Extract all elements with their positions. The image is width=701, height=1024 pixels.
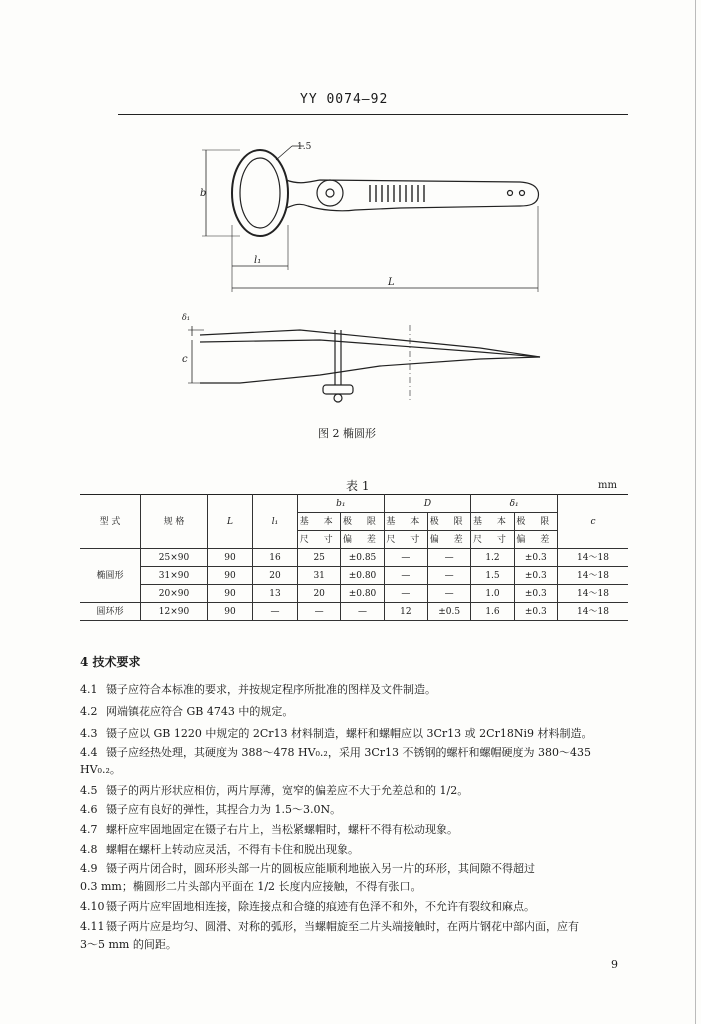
requirement-item bbox=[80, 803, 628, 817]
cell: 25 bbox=[298, 549, 341, 567]
cell: 1.5 bbox=[471, 567, 514, 585]
row-type-ellipse: 椭圆形 bbox=[80, 549, 141, 603]
label-c: c bbox=[182, 354, 188, 365]
cell: 31 bbox=[298, 567, 341, 585]
req-number: 4.4 bbox=[80, 746, 98, 759]
cell: 31×90 bbox=[141, 567, 208, 585]
cell: — bbox=[341, 603, 384, 621]
requirement-item bbox=[80, 784, 628, 798]
req-text-cont: 0.3 mm；椭圆形二片头部内平面在 1/2 长度内应接触，不得有张口。 bbox=[80, 880, 422, 893]
req-text: 镊子应以 GB 1220 中规定的 2Cr13 材料制造，螺杆和螺帽应以 3Cr13 或 2Cr18Ni9 材料制造。 bbox=[106, 727, 593, 740]
table-header-row bbox=[80, 495, 628, 513]
header-spec: 规 格 bbox=[141, 495, 208, 549]
requirement-cont bbox=[80, 763, 628, 777]
req-text: 螺杆应牢固地固定在镊子右片上，当松紧螺帽时，螺杆不得有松动现象。 bbox=[106, 823, 458, 836]
header-l1: l₁ bbox=[253, 495, 298, 549]
cell: 14～18 bbox=[558, 603, 629, 621]
b1-limit-b: 偏 差 bbox=[341, 531, 384, 549]
requirement-item bbox=[80, 843, 628, 857]
header-delta1: δ₁ bbox=[471, 495, 558, 513]
header-D: D bbox=[384, 495, 471, 513]
table-row bbox=[80, 585, 628, 603]
req-text: 镊子应符合本标准的要求，并按规定程序所批准的图样及文件制造。 bbox=[106, 683, 436, 696]
cell: ±0.80 bbox=[341, 585, 384, 603]
delta1-basic-b: 尺 寸 bbox=[471, 531, 514, 549]
spec-table bbox=[80, 494, 628, 621]
cell: — bbox=[384, 567, 427, 585]
cell: 20 bbox=[253, 567, 298, 585]
cell: 20×90 bbox=[141, 585, 208, 603]
requirement-item bbox=[80, 683, 628, 697]
cell: 90 bbox=[208, 585, 253, 603]
label-delta1: δ₁ bbox=[182, 313, 191, 322]
requirement-item bbox=[80, 746, 628, 760]
cell: — bbox=[427, 549, 470, 567]
D-basic-b: 尺 寸 bbox=[384, 531, 427, 549]
knurled-grip bbox=[370, 185, 424, 202]
req-text-cont: HV₀.₂。 bbox=[80, 763, 121, 776]
table-caption: 表 1 bbox=[346, 479, 370, 493]
cell: 13 bbox=[253, 585, 298, 603]
cell: 14～18 bbox=[558, 549, 629, 567]
table-row bbox=[80, 603, 628, 621]
cell: 12×90 bbox=[141, 603, 208, 621]
delta1-basic-a: 基 本 bbox=[471, 513, 514, 531]
delta1-limit-b: 偏 差 bbox=[514, 531, 557, 549]
requirement-item bbox=[80, 920, 628, 934]
cell: — bbox=[427, 585, 470, 603]
cell: ±0.3 bbox=[514, 603, 557, 621]
cell: ±0.3 bbox=[514, 567, 557, 585]
cell: 1.2 bbox=[471, 549, 514, 567]
cell: — bbox=[384, 585, 427, 603]
req-number: 4.11 bbox=[80, 920, 105, 933]
req-number: 4.6 bbox=[80, 803, 98, 816]
requirement-item bbox=[80, 823, 628, 837]
b1-limit-a: 极 限 bbox=[341, 513, 384, 531]
cell: 14～18 bbox=[558, 585, 629, 603]
cell: — bbox=[253, 603, 298, 621]
header-L: L bbox=[208, 495, 253, 549]
req-text: 螺帽在螺杆上转动应灵活，不得有卡住和脱出现象。 bbox=[106, 843, 359, 856]
b1-basic-b: 尺 寸 bbox=[298, 531, 341, 549]
cell: ±0.85 bbox=[341, 549, 384, 567]
label-thickness: 1.5 bbox=[297, 142, 312, 152]
requirement-item bbox=[80, 727, 628, 741]
cell: ±0.5 bbox=[427, 603, 470, 621]
cell: ±0.3 bbox=[514, 549, 557, 567]
cell: ±0.3 bbox=[514, 585, 557, 603]
req-text: 镊子两片闭合时，圆环形头部一片的圆板应能顺利地嵌入另一片的环形，其间隙不得超过 bbox=[106, 862, 535, 875]
req-text: 镊子应有良好的弹性，其捏合力为 1.5～3.0N。 bbox=[106, 803, 342, 816]
header-b1: b₁ bbox=[298, 495, 385, 513]
cell: — bbox=[427, 567, 470, 585]
label-L: L bbox=[388, 277, 395, 288]
cell: 1.6 bbox=[471, 603, 514, 621]
cell: — bbox=[384, 549, 427, 567]
req-text: 镊子应经热处理，其硬度为 388～478 HV₀.₂，采用 3Cr13 不锈钢的螺杆和螺帽硬度为 380～435 bbox=[106, 746, 591, 759]
cell: 14～18 bbox=[558, 567, 629, 585]
delta1-limit-a: 极 限 bbox=[514, 513, 557, 531]
req-number: 4.3 bbox=[80, 727, 98, 740]
table-row bbox=[80, 567, 628, 585]
tweezers-drawing bbox=[180, 130, 560, 410]
cell: 90 bbox=[208, 549, 253, 567]
side-view bbox=[188, 325, 540, 402]
header-type: 型 式 bbox=[80, 495, 141, 549]
req-number: 4.2 bbox=[80, 705, 98, 718]
D-limit-a: 极 限 bbox=[427, 513, 470, 531]
table-unit: mm bbox=[598, 480, 617, 491]
top-view bbox=[202, 146, 538, 292]
req-text: 镊子的两片形状应相仿，两片厚薄，宽窄的偏差应不大于允差总和的 1/2。 bbox=[106, 784, 469, 797]
cell: 25×90 bbox=[141, 549, 208, 567]
req-number: 4.8 bbox=[80, 843, 98, 856]
header-rule bbox=[118, 114, 628, 115]
cell: ±0.80 bbox=[341, 567, 384, 585]
req-text: 网端镇花应符合 GB 4743 中的规定。 bbox=[106, 705, 294, 718]
req-text: 镊子两片应是均匀、圆滑、对称的弧形，当螺帽旋至二片头端接触时，在两片钢花中部内面，应有 bbox=[106, 920, 579, 933]
req-number: 4.10 bbox=[80, 900, 105, 913]
requirement-item bbox=[80, 705, 628, 719]
req-text-cont: 3～5 mm 的间距。 bbox=[80, 938, 177, 951]
header-c: c bbox=[558, 495, 629, 549]
section-title: 4 技术要求 bbox=[80, 655, 141, 669]
requirement-cont bbox=[80, 880, 628, 894]
cell: 90 bbox=[208, 603, 253, 621]
cell: 1.0 bbox=[471, 585, 514, 603]
req-number: 4.1 bbox=[80, 683, 98, 696]
table-row bbox=[80, 549, 628, 567]
label-l1: l₁ bbox=[254, 255, 262, 266]
page-number: 9 bbox=[611, 958, 618, 971]
requirement-item bbox=[80, 862, 628, 876]
label-b: b bbox=[200, 188, 207, 199]
b1-basic-a: 基 本 bbox=[298, 513, 341, 531]
req-text: 镊子两片应牢固地相连接，除连接点和合缝的痕迹有色泽不和外，不允许有裂纹和麻点。 bbox=[106, 900, 535, 913]
cell: 12 bbox=[384, 603, 427, 621]
cell: 16 bbox=[253, 549, 298, 567]
D-limit-b: 偏 差 bbox=[427, 531, 470, 549]
req-number: 4.7 bbox=[80, 823, 98, 836]
requirement-item bbox=[80, 900, 628, 914]
requirement-cont bbox=[80, 938, 628, 952]
cell: 20 bbox=[298, 585, 341, 603]
page-edge-line bbox=[695, 0, 696, 1024]
row-type-ring: 圆环形 bbox=[80, 603, 141, 621]
cell: 90 bbox=[208, 567, 253, 585]
req-number: 4.9 bbox=[80, 862, 98, 875]
cell: — bbox=[298, 603, 341, 621]
D-basic-a: 基 本 bbox=[384, 513, 427, 531]
figure-caption: 图 2 椭圆形 bbox=[318, 427, 376, 440]
standard-code: YY 0074—92 bbox=[300, 92, 389, 107]
req-number: 4.5 bbox=[80, 784, 98, 797]
